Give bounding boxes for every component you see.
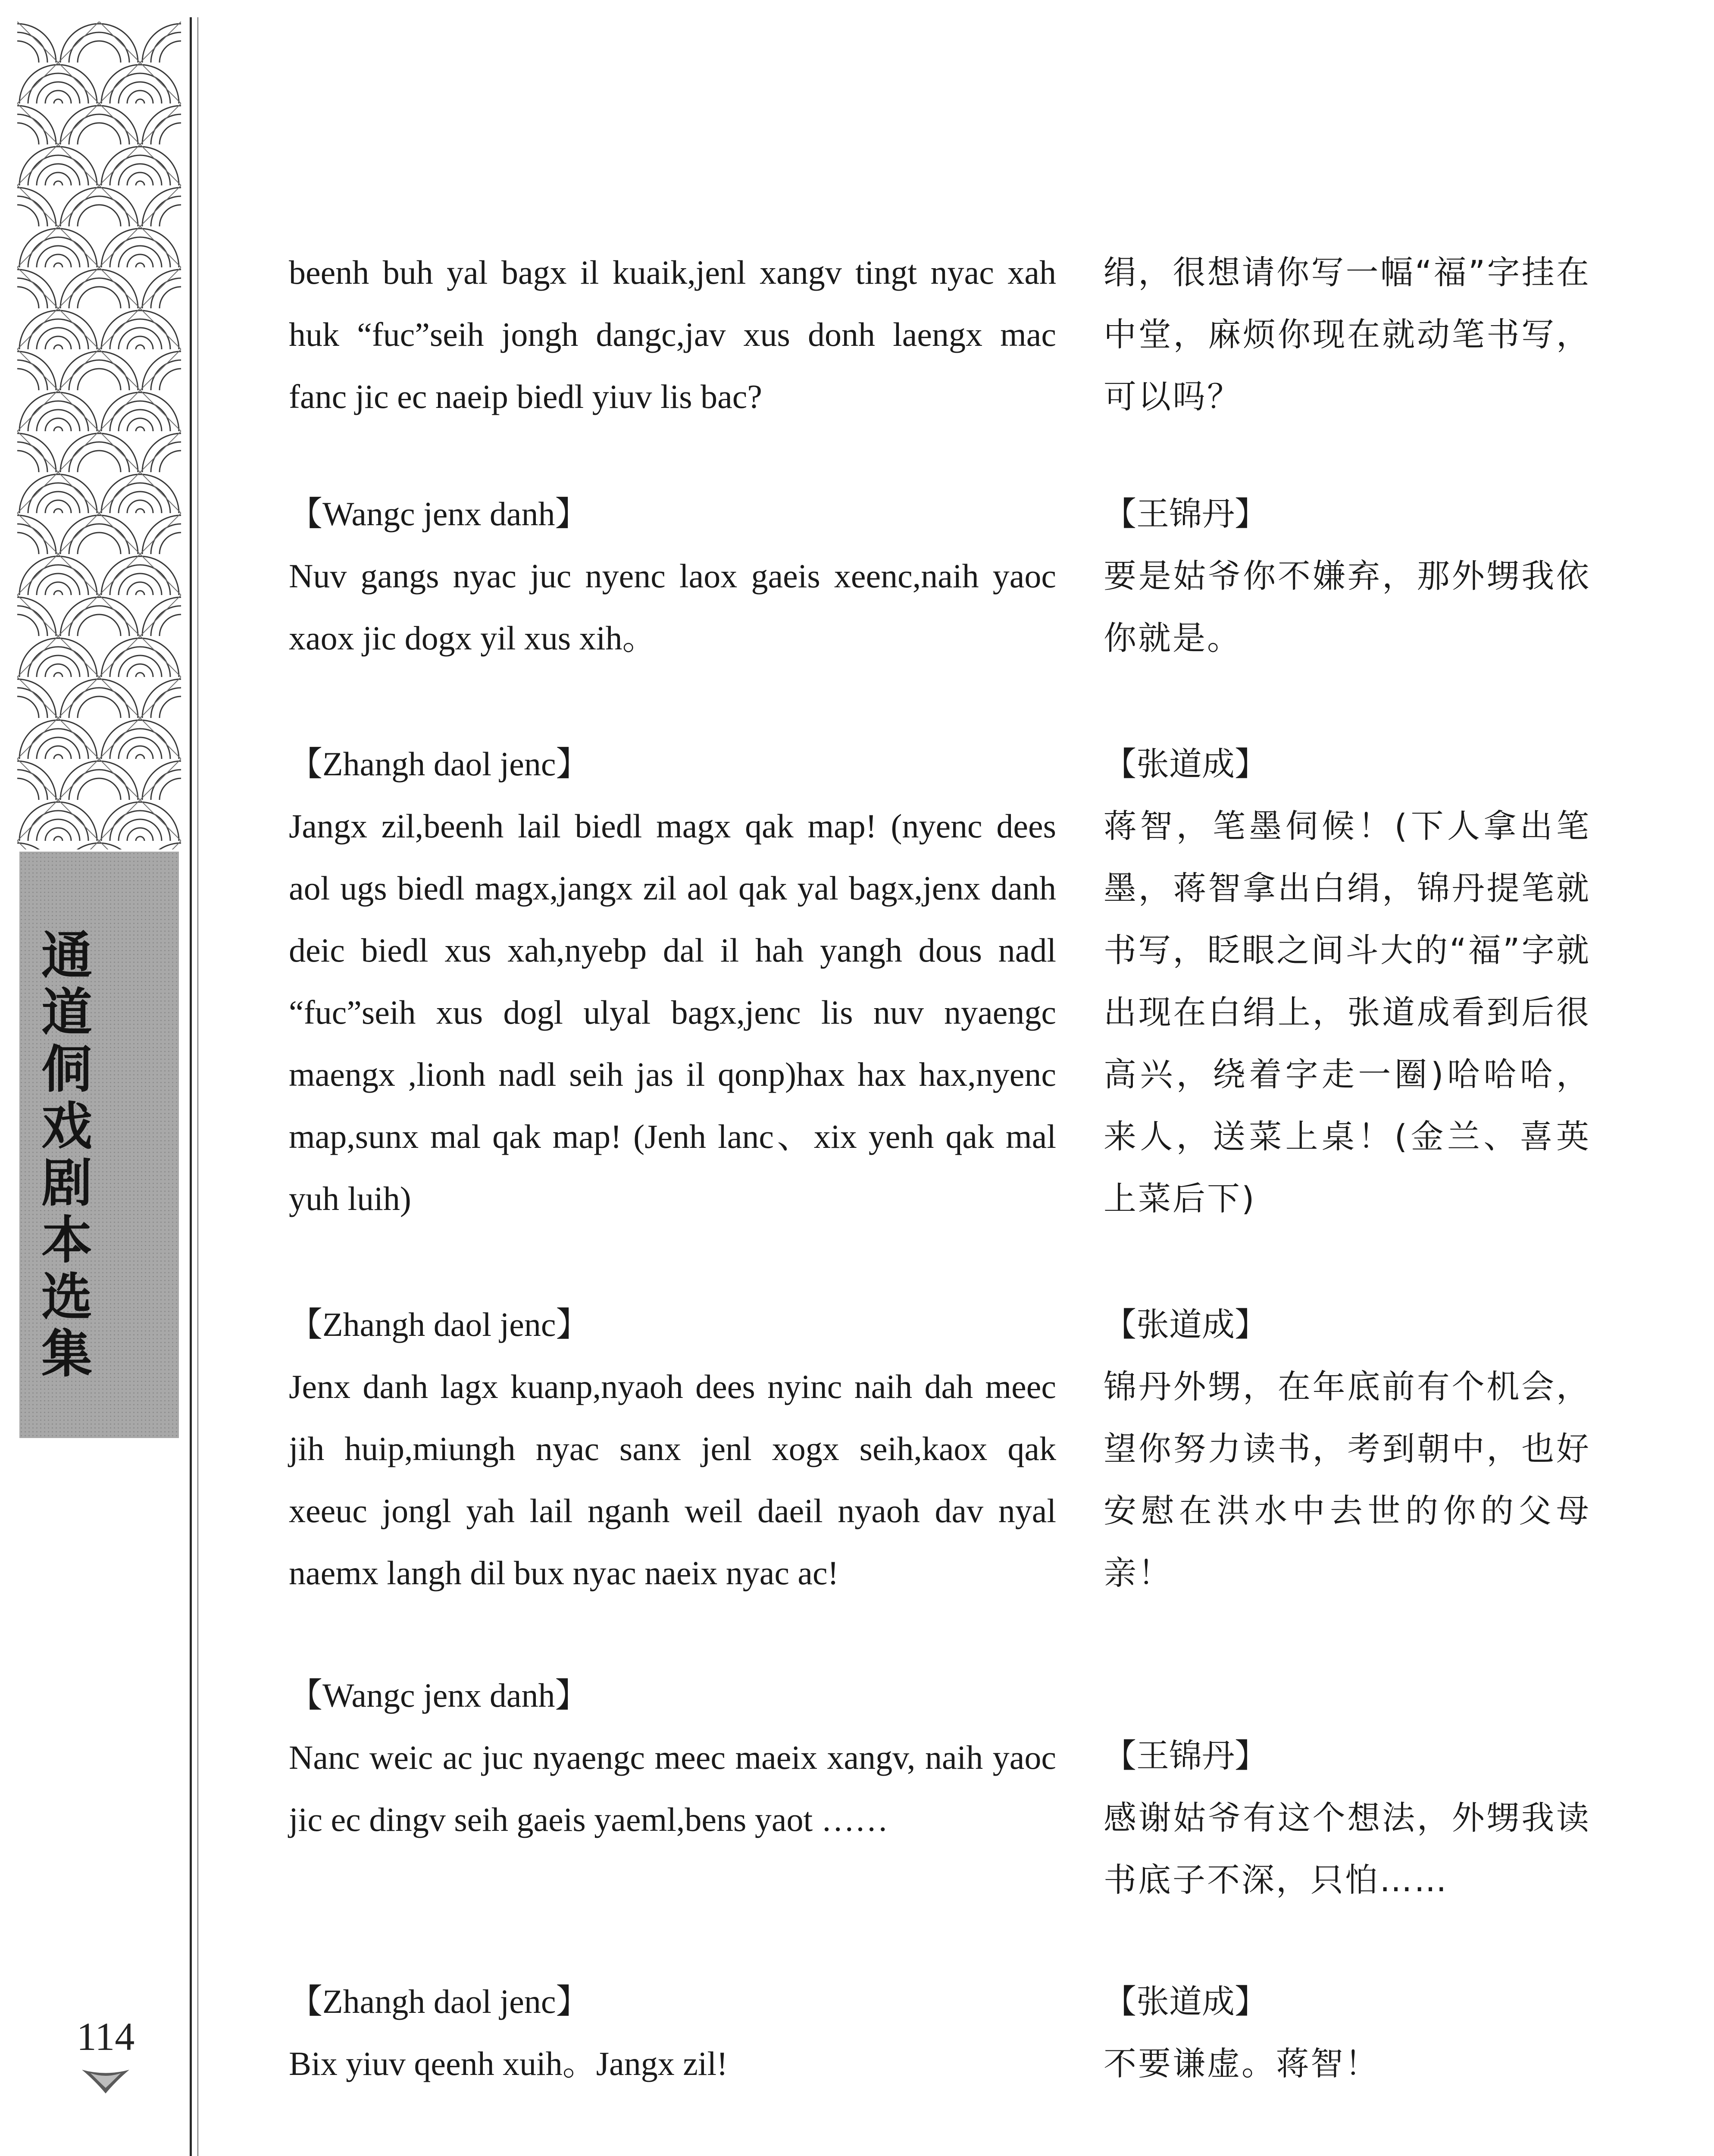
book-title: 通道侗戏剧本选集 — [41, 925, 92, 1384]
dong-text: beenh buh yal bagx il kuaik,jenl xangv tingt nyac xah huk “fuc”seih jongh dangc,jav xus donh laengx mac fanc jic ec naeip biedl yiuv lis bac? — [289, 254, 1056, 415]
zh-block-5 — [1104, 1971, 1591, 2095]
zh-block-0 — [1104, 241, 1591, 428]
dong-text: Jenx danh lagx kuanp,nyaoh dees nyinc naih dah meec jih huip,miungh nyac sanx jenl xogx seih,kaox qak xeeuc jongl yah lail nganh weil daeil nyaoh dav nyal naemx langh dil bux nyac naeix nyac ac! — [289, 1368, 1056, 1592]
speaker-dong: 【Zhangh daol jenc】 — [289, 1983, 590, 2020]
speaker-dong: 【Zhangh daol jenc】 — [289, 1306, 590, 1343]
page-number: 114 — [76, 2015, 135, 2059]
zh-block-1 — [1104, 483, 1591, 669]
dong-block-3 — [289, 1294, 1056, 1604]
speaker-dong: 【Wangc jenx danh】 — [289, 1677, 589, 1714]
margin-rule-thin — [197, 17, 198, 2156]
zh-text: 蒋智，笔墨伺候！(下人拿出笔墨，蒋智拿出白绢，锦丹提笔就书写，眨眼之间斗大的“福”字就出现在白绢上，张道成看到后很高兴，绕着字走一圈)哈哈哈，来人，送菜上桌！(金兰、喜英上菜后下) — [1104, 807, 1591, 1218]
dong-text: Nuv gangs nyac juc nyenc laox gaeis xeenc,naih yaoc xaox jic dogx yil xus xih。 — [289, 557, 1056, 657]
speaker-zh: 【王锦丹】 — [1104, 1736, 1267, 1775]
margin-rule — [190, 17, 192, 2156]
dong-text: Bix yiuv qeenh xuih。Jangx zil! — [289, 2045, 728, 2082]
dong-block-4 — [289, 1664, 1056, 1851]
zh-block-4 — [1104, 1725, 1591, 1911]
zh-text: 绢，很想请你写一幅“福”字挂在中堂，麻烦你现在就动笔书写，可以吗？ — [1104, 253, 1591, 416]
zh-block-2 — [1104, 733, 1591, 1230]
dong-block-0 — [289, 241, 1056, 428]
dong-block-2 — [289, 733, 1056, 1230]
zh-block-3 — [1104, 1294, 1591, 1604]
dong-block-1 — [289, 483, 1056, 669]
decorative-wave-pattern — [17, 22, 181, 849]
zh-text: 锦丹外甥，在年底前有个机会，望你努力读书，考到朝中，也好安慰在洪水中去世的你的父母亲！ — [1104, 1367, 1591, 1592]
page-ornament-icon — [80, 2065, 131, 2096]
dong-block-5 — [289, 1971, 1056, 2095]
speaker-zh: 【张道成】 — [1104, 1305, 1267, 1344]
speaker-zh: 【王锦丹】 — [1104, 495, 1267, 533]
speaker-zh: 【张道成】 — [1104, 1982, 1267, 2021]
zh-text: 感谢姑爷有这个想法，外甥我读书底子不深，只怕…… — [1104, 1799, 1591, 1899]
speaker-zh: 【张道成】 — [1104, 745, 1267, 783]
dong-text: Nanc weic ac juc nyaengc meec maeix xangv, naih yaoc jic ec dingv seih gaeis yaeml,bens yaot …… — [289, 1739, 1056, 1838]
zh-text: 要是姑爷你不嫌弃，那外甥我依你就是。 — [1104, 557, 1591, 657]
zh-text: 不要谦虚。蒋智！ — [1104, 2044, 1379, 2083]
speaker-dong: 【Wangc jenx danh】 — [289, 495, 589, 533]
speaker-dong: 【Zhangh daol jenc】 — [289, 745, 590, 783]
dong-text: Jangx zil,beenh lail biedl magx qak map! (nyenc dees aol ugs biedl magx,jangx zil aol qak yal bagx,jenx danh deic biedl xus xah,nyebp dal il hah yangh dous nadl “fuc”seih xus dogl ulyal bagx,jenc lis nuv nyaengc maengx ,lionh nadl seih jas il qonp)hax hax hax,nyenc map,sunx mal qak map! (Jenh lanc、xix yenh qak mal yuh luih) — [289, 807, 1056, 1217]
